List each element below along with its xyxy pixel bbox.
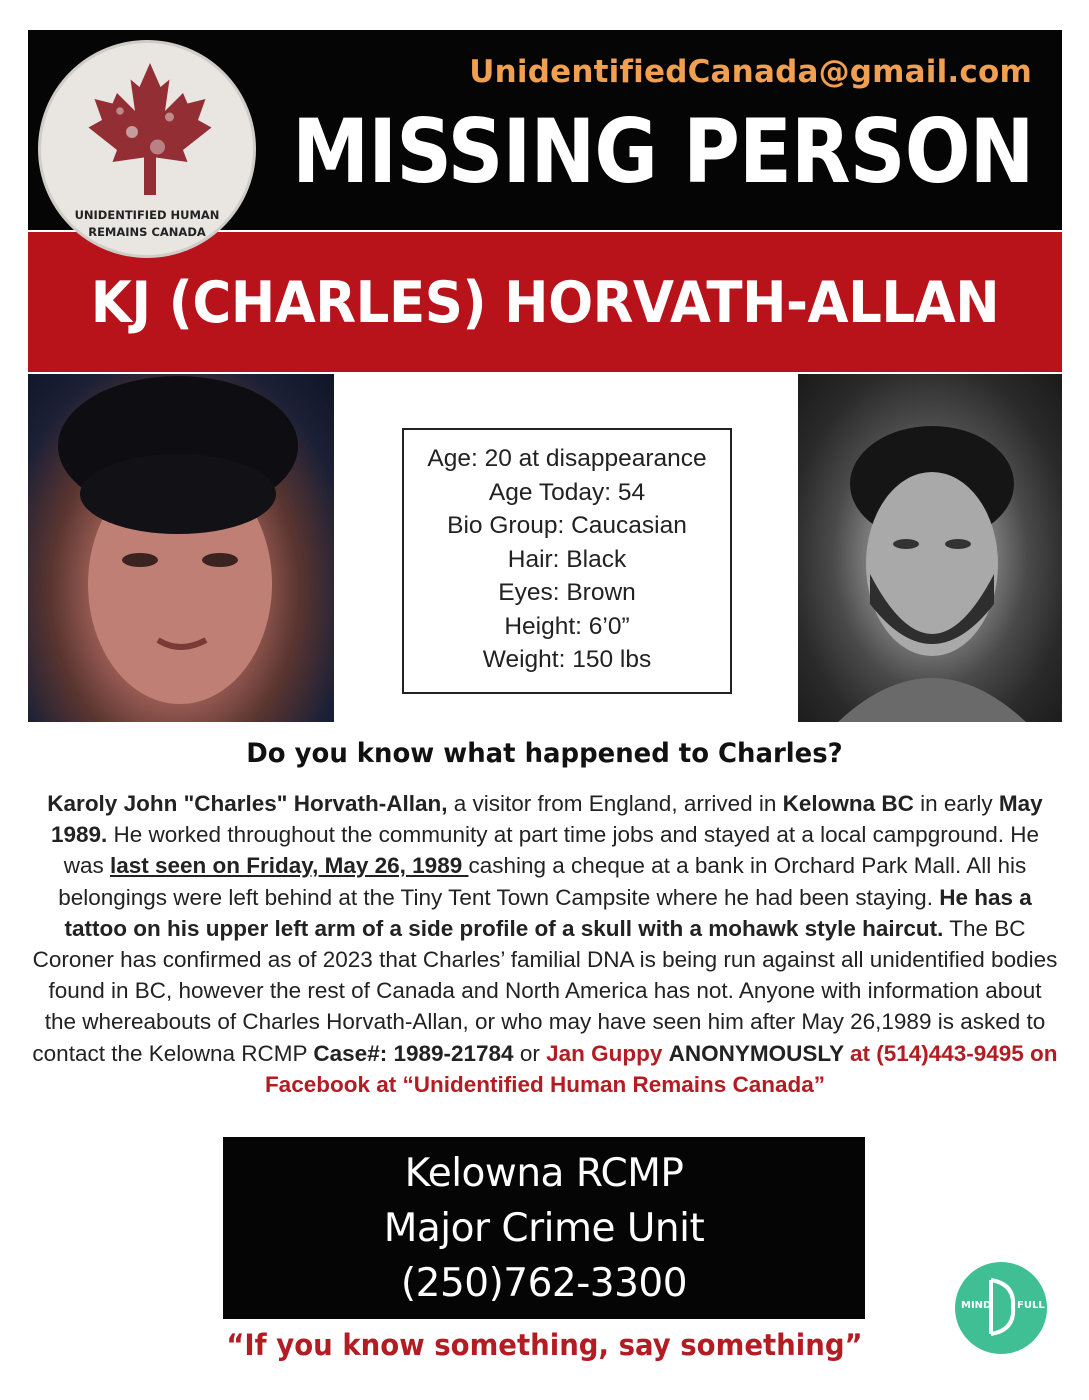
name-banner — [28, 232, 1062, 372]
body-seg-6: He worked throughout the community at part time jobs and stayed at a local campground. He was — [63, 822, 1040, 879]
rcmp-phone[interactable]: (250)762-3300 — [400, 1261, 688, 1306]
stat-age-today: Age Today: 54 — [488, 478, 646, 506]
anonymous-label: ANONYMOUSLY — [668, 1040, 844, 1066]
rcmp-name: Kelowna RCMP — [404, 1151, 684, 1196]
photo-bearded — [798, 374, 1062, 722]
body-seg-8: cashing a cheque at a bank in Orchard Park Mall. All his belongings were left behind at the Tiny Tent Town Campsite where he had been staying. — [58, 853, 1027, 910]
last-seen-date: last seen on Friday, May 26, 1989 — [109, 853, 469, 879]
mindfull-designs-badge — [955, 1262, 1047, 1354]
body-seg-2: a visitor from England, arrived in — [447, 791, 783, 816]
poster-title: MISSING PERSON — [292, 100, 1034, 203]
person-name: KJ (CHARLES) HORVATH-ALLAN — [90, 270, 1000, 336]
badge-text-right: FULL — [1017, 1300, 1045, 1311]
portrait-silhouette-right — [798, 374, 1062, 722]
arrival-date: May 1989. — [50, 791, 1043, 848]
stat-age: Age: 20 at disappearance — [427, 445, 707, 472]
physical-description-box — [402, 428, 732, 694]
rcmp-unit: Major Crime Unit — [383, 1206, 705, 1251]
stat-weight: Weight: 150 lbs — [482, 646, 652, 673]
body-seg-4: in early — [913, 791, 999, 816]
logo-caption — [41, 207, 253, 240]
facebook-contact: at (514)443-9495 on Facebook at “Unidentified Human Remains Canada” — [264, 1040, 1058, 1097]
badge-text-left: MIND — [961, 1300, 992, 1311]
tattoo-description: He has a tattoo on his upper left arm of a side profile of a skull with a mohawk style haircut. — [64, 884, 1032, 941]
stat-height: Height: 6’0” — [504, 612, 630, 640]
logo-text-line2: REMAINS CANADA — [88, 224, 206, 239]
portrait-silhouette-left — [28, 374, 334, 722]
stat-hair: Hair: Black — [507, 545, 627, 573]
badge-d-icon — [985, 1276, 1017, 1338]
place-kelowna: Kelowna BC — [782, 791, 914, 816]
maple-leaf-icon — [75, 57, 225, 207]
logo-text-line1: UNIDENTIFIED HUMAN — [74, 208, 220, 222]
body-seg-10: The BC Coroner has confirmed as of 2023 that Charles’ familial DNA is being run against all unidentified bodies found in BC, however the rest of Canada and North America has not. Anyone with information about the whereabouts of Charles Horvath-Allan, or who may have seen him after May 26,1989 is asked to contact the Kelowna RCMP — [32, 915, 1058, 1066]
case-number: Case#: 1989-21784 — [313, 1040, 514, 1066]
appeal-question: Do you know what happened to Charles? — [246, 738, 843, 769]
body-seg-12: or — [513, 1040, 547, 1066]
uhrc-logo — [38, 40, 256, 258]
photo-young — [28, 374, 334, 722]
slogan: “If you know something, say something” — [226, 1328, 863, 1362]
full-name: Karoly John "Charles" Horvath-Allan, — [47, 791, 448, 816]
rcmp-contact-box — [223, 1137, 865, 1319]
stat-eyes: Eyes: Brown — [498, 579, 636, 606]
case-description — [30, 788, 1060, 1100]
contact-person: Jan Guppy — [546, 1040, 663, 1066]
contact-email[interactable]: UnidentifiedCanada@gmail.com — [469, 54, 1032, 90]
stat-bio-group: Bio Group: Caucasian — [447, 512, 687, 539]
